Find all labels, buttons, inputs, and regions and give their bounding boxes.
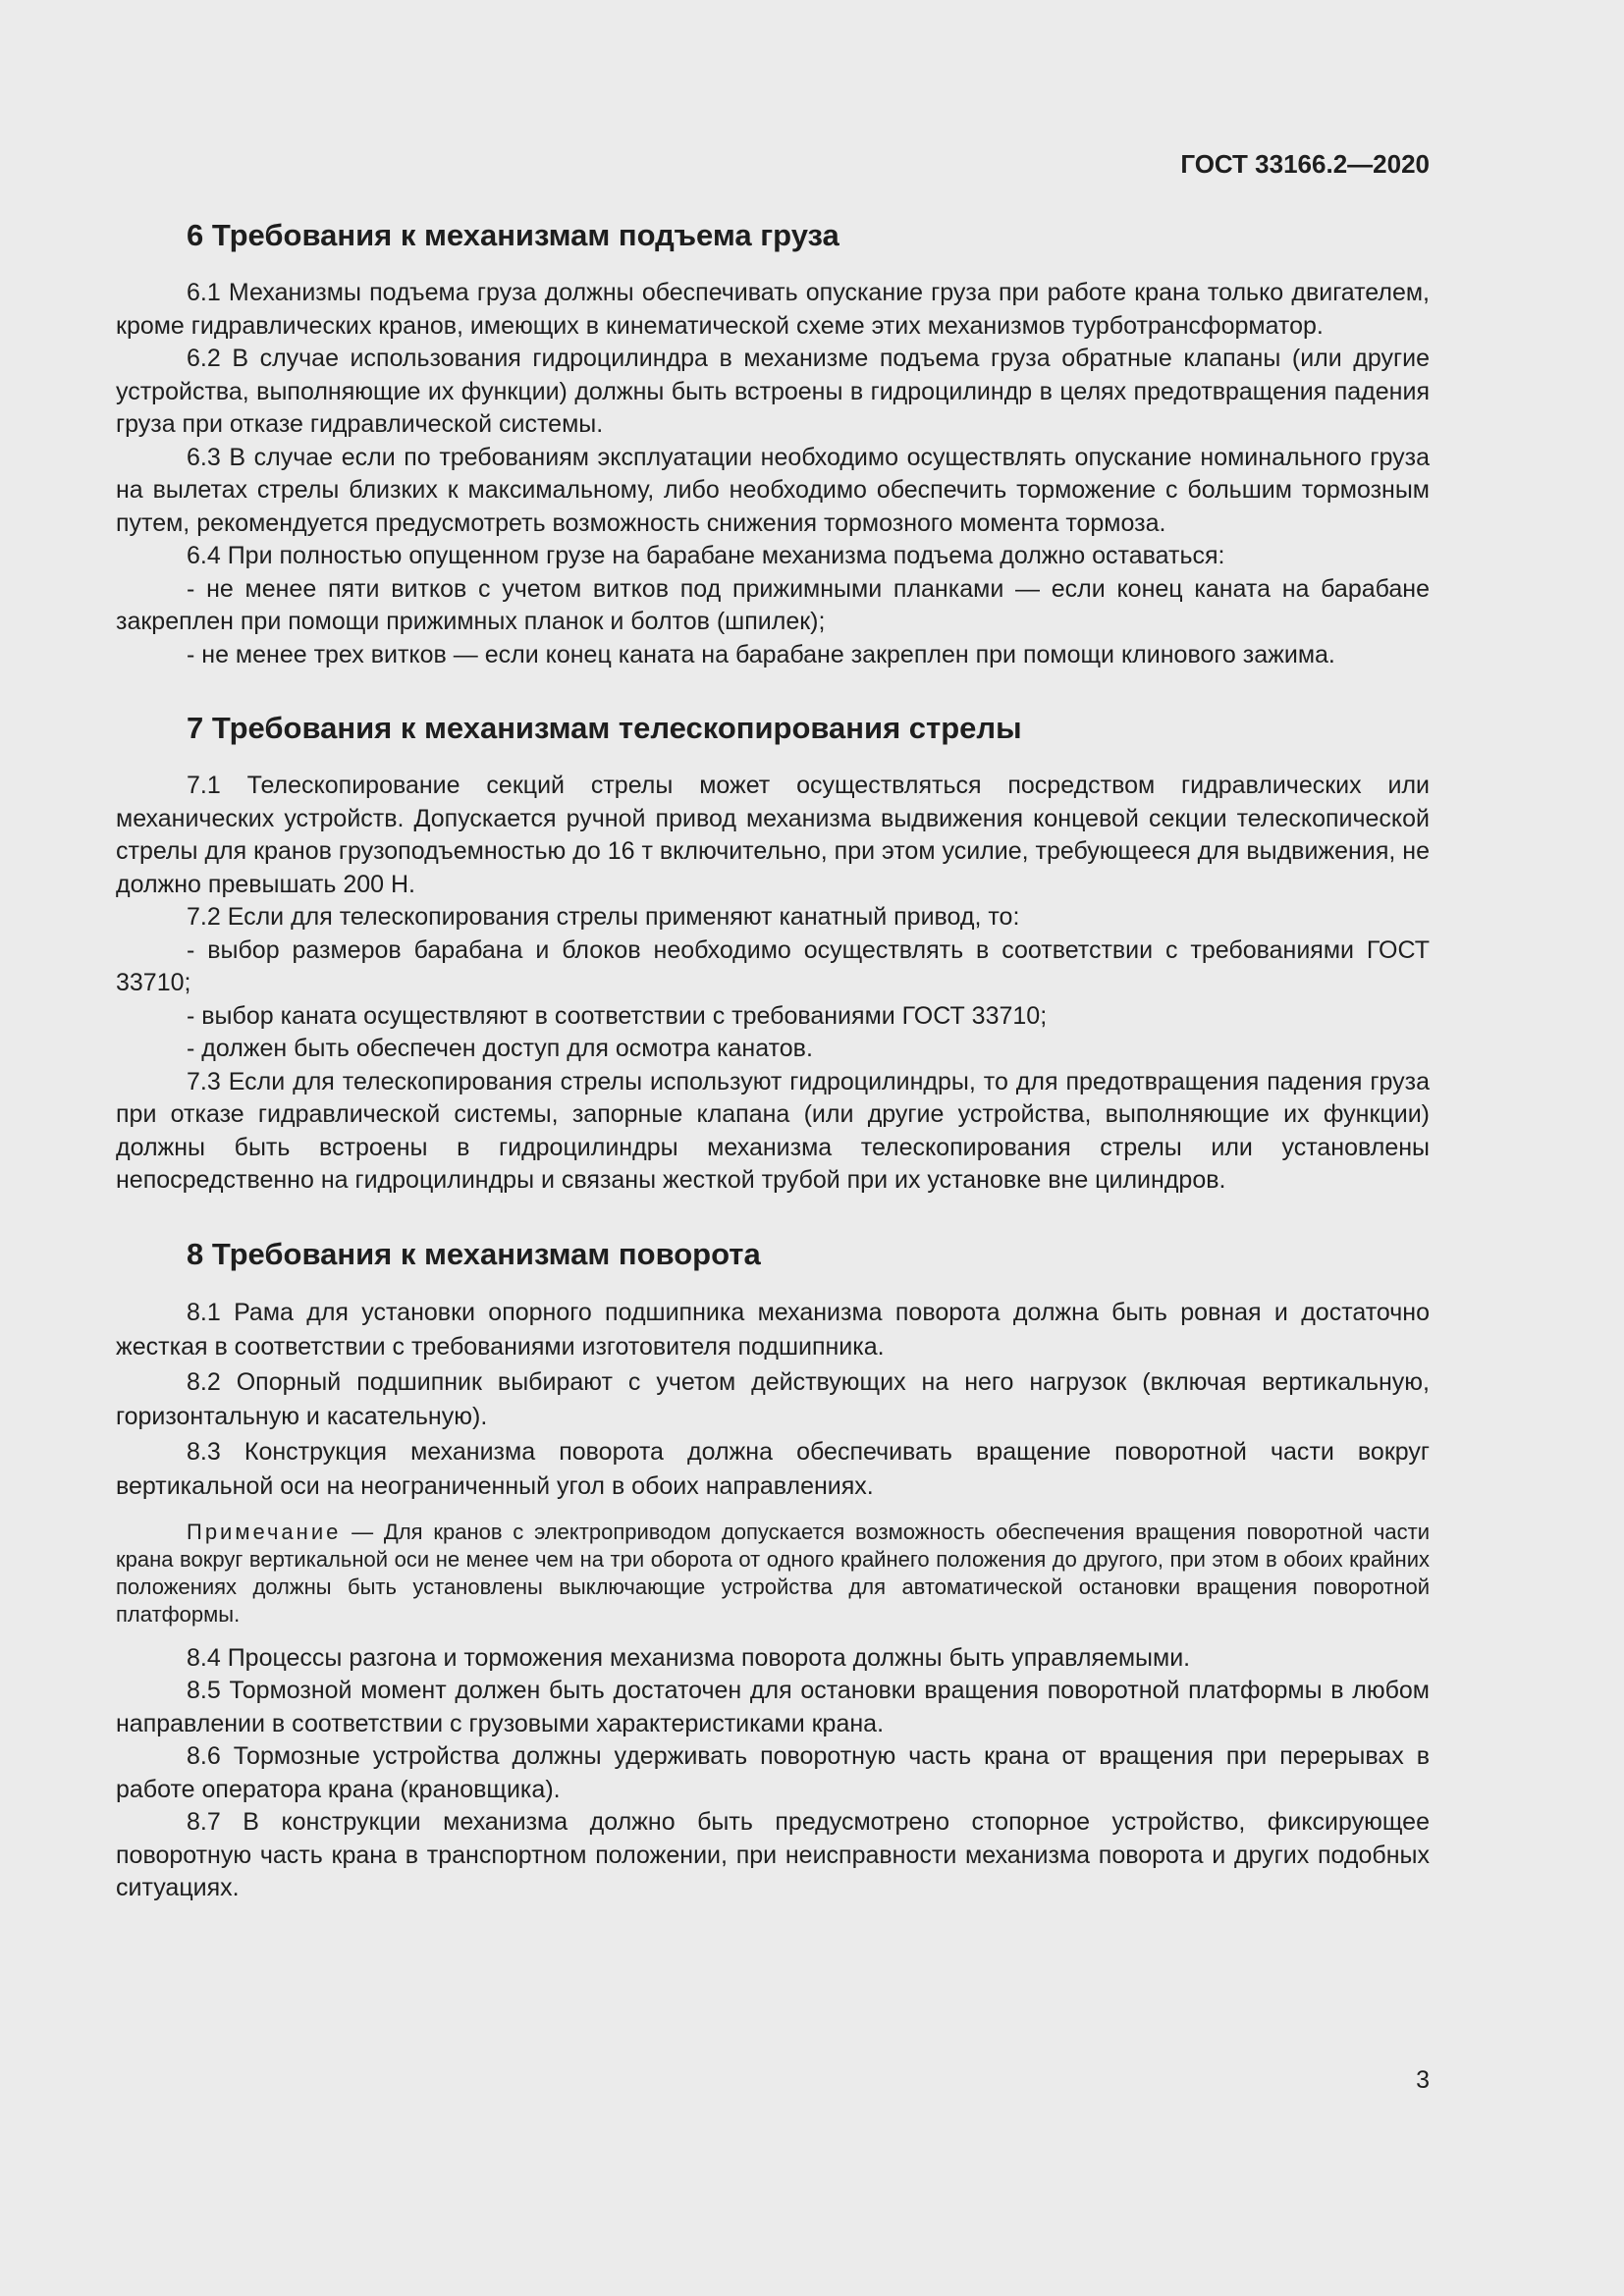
section-7: [116, 709, 1430, 1198]
paragraph: 8.4 Процессы разгона и торможения механизма поворота должны быть управляемыми.: [187, 1643, 1191, 1672]
paragraph: 6.4 При полностью опущенном грузе на барабане механизма подъема должно оставаться:: [187, 542, 1225, 569]
paragraph: 6.2 В случае использования гидроцилиндра в механизме подъема груза обратные клапаны (или другие устройства, выполняющие их функции) должны быть встроены в гидроцилиндр в целях предотвращения падения груза при отказе гидравлической системы.: [116, 345, 1430, 438]
section-8: [116, 1235, 1430, 1905]
paragraph: 7.3 Если для телескопирования стрелы используют гидроцилиндры, то для предотвращения падения груза при отказе гидравлической системы, запорные клапана (или другие устройства, выполняющие их функции) должны быть встроены в гидроцилиндры механизма телескопирования стрелы или установлены непосредственно на гидроцилиндры и связаны жесткой трубой при их установке вне цилиндров.: [116, 1067, 1430, 1194]
list-item: - выбор каната осуществляют в соответствии с требованиями ГОСТ 33710;: [187, 1001, 1048, 1030]
standard-code: ГОСТ 33166.2—2020: [1180, 149, 1430, 179]
paragraph: 6.3 В случае если по требованиям эксплуатации необходимо осуществлять опускание номинального груза на вылетах стрелы близких к максимальному, либо необходимо обеспечить торможение с большим тормозным путем, рекомендуется предусмотреть возможность снижения тормозного момента тормоза.: [116, 443, 1430, 537]
paragraph: 7.2 Если для телескопирования стрелы применяют канатный привод, то:: [187, 903, 1020, 931]
section-heading: 7 Требования к механизмам телескопирования стрелы: [187, 711, 1022, 745]
section-6: [116, 216, 1430, 671]
section-heading: 8 Требования к механизмам поворота: [187, 1236, 761, 1271]
section-heading: 6 Требования к механизмам подъема груза: [187, 218, 839, 252]
paragraph: 8.1 Рама для установки опорного подшипника механизма поворота должна быть ровная и достаточно жесткая в соответствии с требованиями изготовителя подшипника.: [116, 1298, 1430, 1361]
list-item: - не менее пяти витков с учетом витков под прижимными планками — если конец каната на барабане закреплен при помощи прижимных планок и болтов (шпилек);: [116, 574, 1430, 635]
list-item: - должен быть обеспечен доступ для осмотра канатов.: [187, 1035, 813, 1062]
paragraph: 8.6 Тормозные устройства должны удерживать поворотную часть крана от вращения при перерывах в работе оператора крана (крановщика).: [116, 1742, 1430, 1803]
paragraph: 8.2 Опорный подшипник выбирают с учетом действующих на него нагрузок (включая вертикальную, горизонтальную и касательную).: [116, 1367, 1430, 1430]
list-item: - выбор размеров барабана и блоков необходимо осуществлять в соответствии с требованиями ГОСТ 33710;: [116, 935, 1430, 996]
paragraph: 7.1 Телескопирование секций стрелы может осуществляться посредством гидравлических или механических устройств. Допускается ручной привод механизма выдвижения концевой секции телескопической стрелы для кранов грузоподъемностью до 16 т включительно, при этом усилие, требующееся для выдвижения, не должно превышать 200 Н.: [116, 772, 1430, 898]
note-label: Примечание: [187, 1519, 342, 1544]
page-number: 3: [1416, 2066, 1430, 2094]
document-page: [116, 147, 1430, 2110]
paragraph: 8.5 Тормозной момент должен быть достаточен для остановки вращения поворотной платформы в любом направлении в соответствии с грузовыми характеристиками крана.: [116, 1677, 1430, 1737]
paragraph: 8.7 В конструкции механизма должно быть предусмотрено стопорное устройство, фиксирующее поворотную часть крана в транспортном положении, при неисправности механизма поворота и других подобных ситуациях.: [116, 1808, 1430, 1901]
note-text: — Для кранов с электроприводом допускается возможность обеспечения вращения поворотной части крана вокруг вертикальной оси не менее чем на три оборота от одного крайнего положения до другого, при этом в обоих крайних положениях должны быть установлены выключающие устройства для автоматической остановки вращения поворотной платформы.: [116, 1519, 1430, 1627]
paragraph: 6.1 Механизмы подъема груза должны обеспечивать опускание груза при работе крана только двигателем, кроме гидравлических кранов, имеющих в кинематической схеме этих механизмов турботрансформатор.: [116, 279, 1430, 340]
list-item: - не менее трех витков — если конец каната на барабане закреплен при помощи клинового зажима.: [187, 640, 1335, 668]
paragraph: 8.3 Конструкция механизма поворота должна обеспечивать вращение поворотной части вокруг вертикальной оси на неограниченный угол в обоих направлениях.: [116, 1437, 1430, 1500]
note: [116, 1519, 1430, 1629]
